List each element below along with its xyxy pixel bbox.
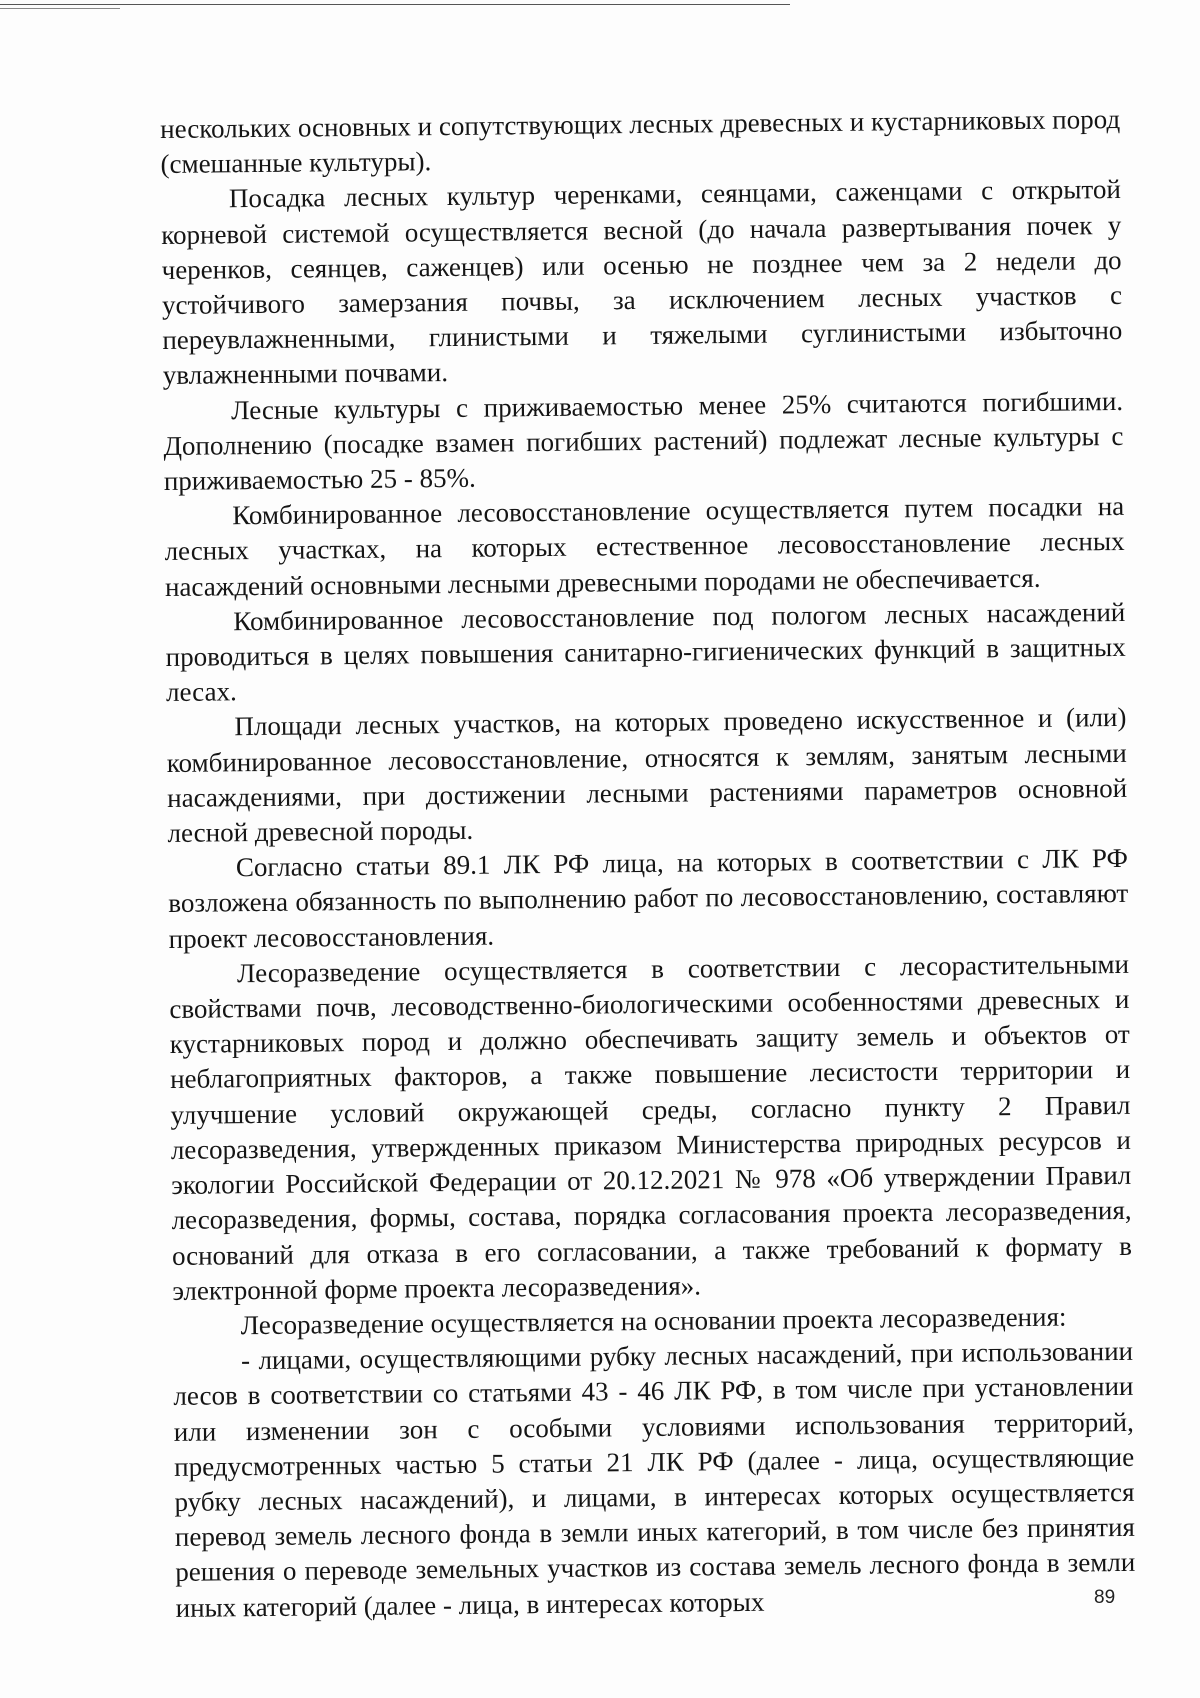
top-border-line-secondary xyxy=(0,8,120,9)
paragraph-reforested-areas: Площади лесных участков, на которых проведено искусственное и (или) комбинированное лесовосстановление, относятся к землям, занятым лесными насаждениями, при достижении лесными растениями параметров основной лесной древесной породы. xyxy=(166,702,1128,849)
paragraph-survival-rate: Лесные культуры с приживаемостью менее 25% считаются погибшими. Дополнению (посадке взамен погибших растений) подлежат лесные культуры с приживаемостью 25 - 85%. xyxy=(163,385,1124,497)
top-border-line xyxy=(0,4,790,5)
paragraph-afforestation-basis: Лесоразведение осуществляется на основании проекта лесоразведения: xyxy=(240,1301,1067,1341)
list-item-persons-felling: - лицами, осуществляющими рубку лесных насаждений, при использовании лесов в соответствии со статьями 43 - 46 ЛК РФ, в том числе при установлении или изменении зон с особыми условиями использования территорий, предусмотренных частью 5 статьи 21 ЛК РФ (далее - лица, осуществляющие рубку лесных насаждений), и лицами, в интересах которых осуществляется перевод земель лесного фонда в земли иных категорий, в том числе без принятия решения о переводе земельных участков из состава земель лесного фонда в земли иных категорий (далее - лица, в интересах которых xyxy=(173,1335,1136,1623)
paragraph-article-89-1: Согласно статьи 89.1 ЛК РФ лица, на которых в соответствии с ЛК РФ возложена обязанность по выполнению работ по лесовосстановлению, составляют проект лесовосстановления. xyxy=(168,843,1129,954)
paragraph-combined-reforestation: Комбинированное лесовосстановление осуществляется путем посадки на лесных участках, на которых естественное лесовосстановление лесных насаждений основными лесными древесными породами не обеспечивается. xyxy=(164,491,1125,602)
paragraph-continuation: нескольких основных и сопутствующих лесных древесных и кустарниковых пород (смешанные культуры). xyxy=(160,103,1121,180)
document-body xyxy=(160,102,1136,1626)
page-number: 89 xyxy=(1094,1587,1116,1608)
paragraph-afforestation-rules: Лесоразведение осуществляется в соответствии с лесорастительными свойствами почв, лесоводственно-биологическими особенностями древесных и кустарниковых пород и должно обеспечивать защиту земель и объектов от неблагоприятных факторов, а также повышение лесистости территории и улучшение условий окружающей среды, согласно пункту 2 Правил лесоразведения, утвержденных приказом Министерства природных ресурсов и экологии Российской Федерации от 20.12.2021 № 978 «Об утверждении Правил лесоразведения, формы, состава, порядка согласования проекта лесоразведения, оснований для отказа в его согласовании, а также требований к формату в электронной форме проекта лесоразведения». xyxy=(169,948,1133,1306)
paragraph-combined-under-canopy: Комбинированное лесовосстановление под пологом лесных насаждений проводиться в целях повышения санитарно-гигиенических функций в защитных лесах. xyxy=(165,596,1126,708)
paragraph-planting-seasons: Посадка лесных культур черенками, сеянцами, саженцами с открытой корневой системой осуществляется весной (до начала развертывания почек у черенков, сеянцев, саженцев) или осенью не позднее чем за 2 недели до устойчивого замерзания почвы, за исключением лесных участков с переувлажненными, глинистыми и тяжелыми суглинистыми избыточно увлажненными почвами. xyxy=(161,174,1123,391)
